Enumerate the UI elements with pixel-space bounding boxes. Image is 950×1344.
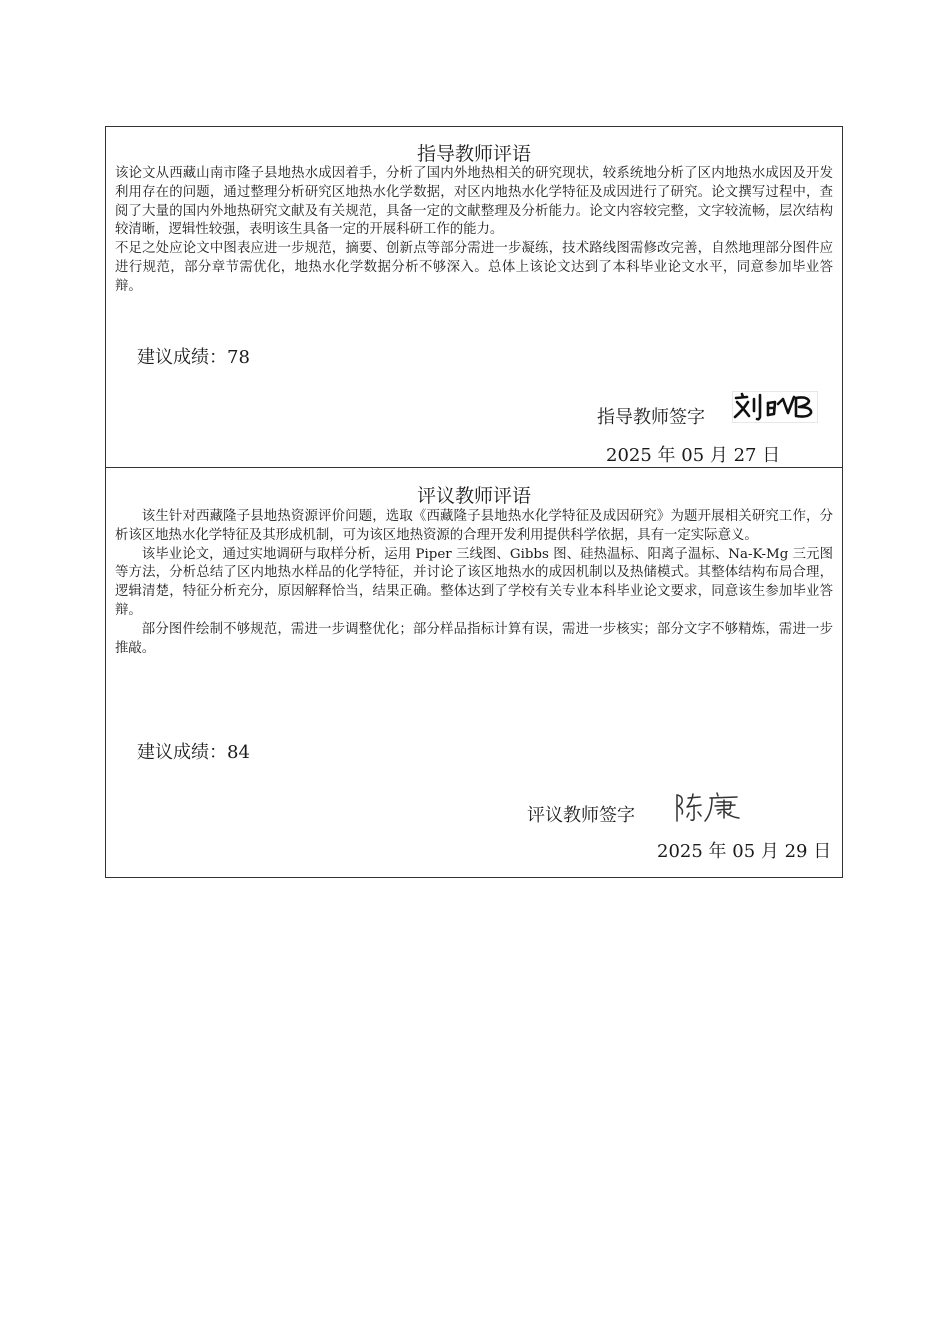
- reviewer-comment-body: [115, 508, 833, 658]
- reviewer-signature: [673, 790, 755, 824]
- supervisor-comment-body: [115, 165, 833, 297]
- reviewer-section-title: 评议教师评语: [416, 485, 531, 507]
- supervisor-section-title: 指导教师评语: [416, 143, 531, 165]
- reviewer-comment-section: [106, 468, 842, 877]
- supervisor-sign-date: 2025 年 05 月 27 日: [606, 445, 781, 466]
- supervisor-signature-label: 指导教师签字: [597, 407, 705, 428]
- supervisor-suggested-grade: [137, 346, 250, 370]
- grade-value: 84: [227, 742, 250, 763]
- reviewer-sign-date: 2025 年 05 月 29 日: [657, 841, 832, 862]
- grade-value: 78: [227, 347, 250, 368]
- evaluation-form: [105, 126, 843, 878]
- supervisor-signature: [732, 391, 818, 423]
- reviewer-signature-label: 评议教师签字: [527, 805, 635, 826]
- supervisor-comment-paragraph: 该论文从西藏山南市隆子县地热水成因着手，分析了国内外地热相关的研究现状，较系统地分析了区内地热水成因及开发利用存在的问题，通过整理分析研究区地热水化学数据，对区内地热水化学特征及成因进行了研究。论文撰写过程中，查阅了大量的国内外地热研究文献及有关规范，具备一定的文献整理及分析能力。论文内容较完整，文字较流畅，层次结构较清晰，逻辑性较强，表明该生具备一定的开展科研工作的能力。: [115, 166, 833, 238]
- grade-label: 建议成绩：: [137, 742, 227, 763]
- grade-label: 建议成绩：: [137, 347, 227, 368]
- reviewer-comment-paragraph: 部分图件绘制不够规范，需进一步调整优化；部分样品指标计算有误，需进一步核实；部分文字不够精炼，需进一步推敲。: [115, 621, 833, 656]
- reviewer-comment-paragraph: 该生针对西藏隆子县地热资源评价问题，选取《西藏隆子县地热水化学特征及成因研究》为题开展相关研究工作，分析该区地热水化学特征及其形成机制，可为该区地热资源的合理开发利用提供科学依据，具有一定实际意义。: [115, 509, 833, 543]
- reviewer-comment-paragraph: 该毕业论文，通过实地调研与取样分析，运用 Piper 三线图、Gibbs 图、硅热温标、阳离子温标、Na-K-Mg 三元图等方法，分析总结了区内地热水样品的化学特征，并讨论了该区地热水的成因机制以及热储模式。其整体结构布局合理，逻辑清楚，特征分析充分，原因解释恰当，结果正确。整体达到了学校有关专业本科毕业论文要求，同意该生参加毕业答辩。: [115, 546, 833, 618]
- reviewer-suggested-grade: [137, 741, 250, 765]
- supervisor-comment-section: [106, 127, 842, 468]
- supervisor-comment-paragraph: 不足之处应论文中图表应进一步规范，摘要、创新点等部分需进一步凝练，技术路线图需修改完善，自然地理部分图件应进行规范，部分章节需优化，地热水化学数据分析不够深入。总体上该论文达到了本科毕业论文水平，同意参加毕业答辩。: [115, 241, 833, 294]
